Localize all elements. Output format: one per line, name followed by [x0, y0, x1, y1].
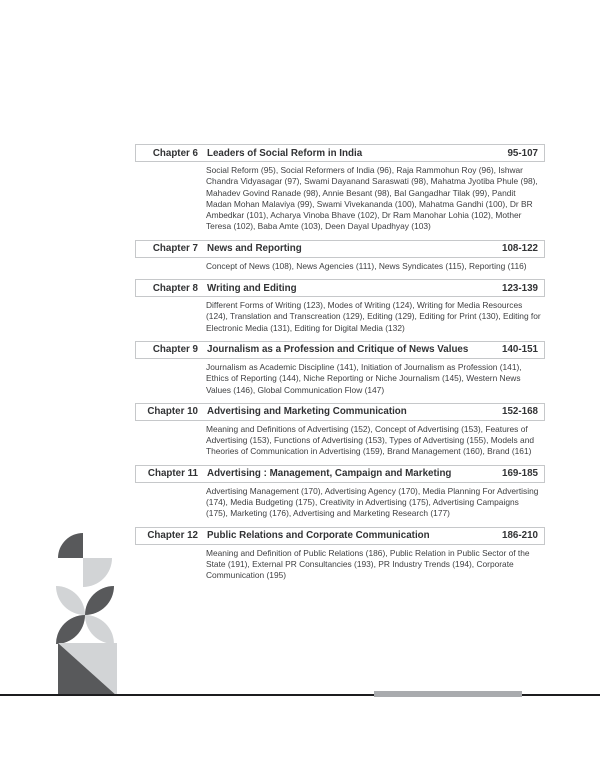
chapter-title: Journalism as a Profession and Critique of News Values	[207, 344, 469, 356]
chapter-page-range: 169-185	[502, 468, 538, 480]
chapter-header-row	[135, 279, 545, 297]
toc-entry	[135, 527, 545, 582]
quarter-fan-dark-shape	[58, 533, 83, 558]
chapter-title: Public Relations and Corporate Communication	[207, 530, 430, 542]
chapter-page-range: 140-151	[502, 344, 538, 356]
chapter-number: Chapter 12	[147, 530, 198, 542]
chapter-header-row	[135, 144, 545, 162]
chapter-topics: Meaning and Definitions of Advertising (152), Concept of Advertising (153), Features of Advertising (153), Functions of Advertising (153), Types of Advertising (155), Models and Theories of Communication in Advertising (159), Brand Management (160), Brand (161)	[206, 423, 535, 457]
chapter-topics: Advertising Management (170), Advertising Agency (170), Media Planning For Advertising (174), Media Budgeting (175), Creativity in Advertising (175), Advertising Campaigns (175), Marketing (176), Advertising and Marketing Research (177)	[206, 485, 539, 519]
chapter-number: Chapter 7	[152, 243, 198, 255]
chapter-title: Writing and Editing	[207, 282, 297, 294]
leaf-dark-shape	[56, 615, 85, 644]
chapter-title: Advertising and Marketing Communication	[207, 406, 407, 418]
chapter-topics: Social Reform (95), Social Reformers of India (96), Raja Rammohun Roy (96), Ishwar Chandra Vidyasagar (97), Swami Dayanand Saraswati (98), Mahatma Jyotiba Phule (98), Mahadev Govind Ranade (98), Annie Besant (98), Bal Gangadhar Tilak (99), Pandit Madan Mohan Malaviya (99), Swami Vivekananda (100), Mahatma Gandhi (100), Dr BR Ambedkar (101), Acharya Vinoba Bhave (102), Dr Ram Manohar Lohia (102), Mother Teresa (102), Baba Amte (103), Deen Dayal Upadhyay (103)	[206, 165, 538, 232]
leaf-light-shape	[85, 615, 114, 644]
toc-entry	[135, 144, 545, 233]
leaf-light-shape	[56, 586, 85, 615]
quarter-fan-light-shape	[83, 558, 112, 587]
chapter-header-row	[135, 341, 545, 359]
chapter-page-range: 152-168	[502, 406, 538, 418]
chapter-title: News and Reporting	[207, 243, 302, 255]
chapter-topics: Different Forms of Writing (123), Modes of Writing (124), Writing for Media Resources (124), Translation and Transcreation (129), Editing (129), Editing for Print (130), Editing for Electronic Media (131), Editing for Digital Media (132)	[206, 300, 541, 333]
leaf-dark-shape	[85, 586, 114, 615]
table-of-contents	[135, 144, 545, 589]
toc-entry	[135, 341, 545, 396]
chapter-number: Chapter 10	[147, 406, 198, 418]
chapter-number: Chapter 11	[147, 468, 198, 480]
toc-entry	[135, 403, 545, 458]
chapter-header-row	[135, 527, 545, 545]
chapter-page-range: 108-122	[502, 243, 538, 255]
chapter-topics: Concept of News (108), News Agencies (111), News Syndicates (115), Reporting (116)	[206, 260, 527, 271]
chapter-page-range: 186-210	[502, 530, 538, 542]
chapter-title: Advertising : Management, Campaign and Marketing	[207, 468, 452, 480]
toc-entry	[135, 465, 545, 520]
chapter-header-row	[135, 403, 545, 421]
chapter-number: Chapter 9	[152, 344, 198, 356]
chapter-topics: Meaning and Definition of Public Relations (186), Public Relation in Public Sector of the State (191), External PR Consultancies (193), PR Industry Trends (194), Corporate Communication (195)	[206, 547, 530, 581]
chapter-page-range: 123-139	[502, 282, 538, 294]
toc-entry	[135, 240, 545, 272]
toc-entry	[135, 279, 545, 334]
chapter-header-row	[135, 240, 545, 258]
decorative-motif	[50, 530, 150, 705]
chapter-title: Leaders of Social Reform in India	[207, 147, 363, 159]
chapter-header-row	[135, 465, 545, 483]
chapter-topics: Journalism as Academic Discipline (141), Initiation of Journalism as Profession (141), Ethics of Reporting (144), Niche Reporting or Niche Journalism (145), Western News Values (146), Global Communication Flow (147)	[206, 361, 522, 395]
chapter-number: Chapter 6	[152, 147, 198, 159]
footer-rule-accent	[374, 691, 522, 697]
chapter-page-range: 95-107	[507, 147, 538, 159]
chapter-number: Chapter 8	[152, 282, 198, 294]
